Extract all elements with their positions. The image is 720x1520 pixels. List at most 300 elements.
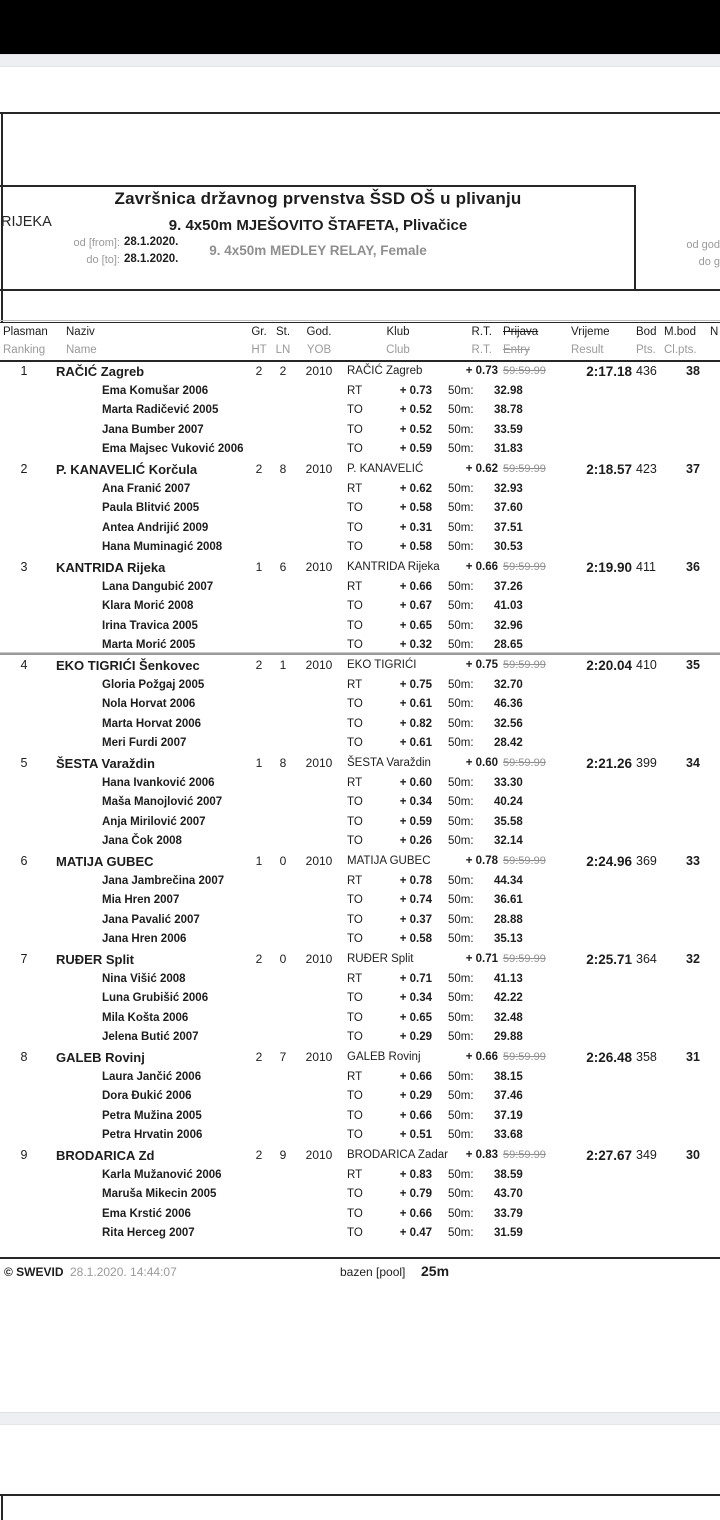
swimmer-name: Nina Višić 2008	[102, 972, 186, 985]
split-distance-label: 50m:	[448, 1129, 474, 1142]
pool-label: bazen [pool]	[340, 1265, 406, 1279]
club-name: RUĐER Split	[347, 953, 414, 965]
event-title-hr: 9. 4x50m MJEŠOVITO ŠTAFETA, Plivačice	[168, 217, 468, 234]
lane-value: 8	[279, 462, 287, 476]
split-time: 33.68	[494, 1129, 523, 1142]
lane-value: 6	[279, 560, 287, 574]
entry-time-struck: 59:59.99	[503, 757, 546, 769]
split-time: 37.60	[494, 502, 523, 515]
yob-value: 2010	[305, 756, 333, 770]
leg-type: TO	[347, 815, 363, 828]
leg-type: TO	[347, 600, 363, 613]
swimmer-reaction-time: + 0.34	[399, 796, 432, 809]
leg-type: TO	[347, 1031, 363, 1044]
swimmer-reaction-time: + 0.52	[399, 404, 432, 417]
result-time: 2:21.26	[586, 756, 632, 771]
lane-value: 1	[279, 658, 287, 672]
swimmer-reaction-time: + 0.58	[399, 502, 432, 515]
class-points-value: 34	[686, 756, 700, 770]
club-name: BRODARICA Zadar	[347, 1149, 448, 1161]
leg-type: TO	[347, 1109, 363, 1122]
col-header-gr: Gr.	[251, 326, 267, 338]
swimmer-row	[0, 774, 720, 794]
team-name: EKO TIGRIĆI Šenkovec	[56, 658, 200, 673]
split-distance-label: 50m:	[448, 717, 474, 730]
entry-time-struck: 59:59.99	[503, 953, 546, 965]
team-result-block	[0, 1146, 720, 1244]
club-name: KANTRIDA Rijeka	[347, 561, 440, 573]
swimmer-row	[0, 872, 720, 892]
swimmer-name: Lana Dangubić 2007	[102, 580, 214, 593]
heat-value: 1	[255, 854, 263, 868]
entry-time-struck: 59:59.99	[503, 463, 546, 475]
leg-type: TO	[347, 443, 363, 456]
venue-label: RIJEKA	[1, 214, 52, 230]
swimmer-reaction-time: + 0.65	[399, 1011, 432, 1024]
swimmer-reaction-time: + 0.83	[399, 1168, 432, 1181]
result-time: 2:24.96	[586, 854, 632, 869]
team-row	[0, 1048, 720, 1068]
swimmer-reaction-time: + 0.73	[399, 384, 432, 397]
class-points-value: 38	[686, 364, 700, 378]
swimmer-name: Gloria Požgaj 2005	[102, 678, 205, 691]
team-result-block	[0, 950, 720, 1048]
leg-type: TO	[347, 1188, 363, 1201]
swimmer-name: Mia Hren 2007	[102, 894, 180, 907]
lane-value: 8	[279, 756, 287, 770]
split-distance-label: 50m:	[448, 1011, 474, 1024]
heat-value: 2	[255, 658, 263, 672]
swimmer-row	[0, 1166, 720, 1186]
col-header-naziv: Naziv	[66, 326, 95, 338]
leg-type: RT	[347, 384, 363, 397]
split-time: 36.61	[494, 894, 523, 907]
leg-type: TO	[347, 835, 363, 848]
swimmer-reaction-time: + 0.37	[399, 913, 432, 926]
swimmer-reaction-time: + 0.31	[399, 521, 432, 534]
title-box-top-line	[0, 185, 636, 187]
reaction-time: + 0.75	[465, 659, 498, 671]
heat-value: 2	[255, 1148, 263, 1162]
split-time: 43.70	[494, 1188, 523, 1201]
swimmer-row	[0, 970, 720, 990]
split-time: 32.48	[494, 1011, 523, 1024]
swimmer-reaction-time: + 0.62	[399, 482, 432, 495]
swimmer-row	[0, 480, 720, 500]
leg-type: RT	[347, 776, 363, 789]
swimmer-reaction-time: + 0.82	[399, 717, 432, 730]
split-time: 38.59	[494, 1168, 523, 1181]
points-value: 411	[636, 560, 656, 574]
col-header-pts: Pts.	[636, 344, 656, 356]
class-points-value: 35	[686, 658, 700, 672]
split-distance-label: 50m:	[448, 874, 474, 887]
team-name: RUĐER Split	[56, 952, 134, 967]
swimmer-name: Ema Krstić 2006	[102, 1207, 191, 1220]
yob-value: 2010	[305, 1148, 333, 1162]
swimmer-name: Jana Bumber 2007	[102, 423, 204, 436]
col-header-st: St.	[275, 326, 291, 338]
team-name: P. KANAVELIĆ Korčula	[56, 462, 198, 477]
date-to-label: do [to]:	[86, 254, 120, 266]
reaction-time: + 0.83	[465, 1149, 498, 1161]
swimmer-reaction-time: + 0.66	[399, 1070, 432, 1083]
swimmer-row	[0, 930, 720, 950]
col-header-result: Result	[571, 344, 604, 356]
rank-value: 4	[20, 658, 28, 672]
points-value: 349	[636, 1148, 657, 1162]
lane-value: 7	[279, 1050, 287, 1064]
entry-time-struck: 59:59.99	[503, 659, 546, 671]
leg-type: RT	[347, 678, 363, 691]
reaction-time: + 0.71	[465, 953, 498, 965]
split-distance-label: 50m:	[448, 1188, 474, 1201]
pool-length-value: 25m	[421, 1263, 450, 1279]
report-timestamp: 28.1.2020. 14:44:07	[70, 1265, 177, 1279]
swimmer-row	[0, 695, 720, 715]
col-header-vrijeme: Vrijeme	[571, 326, 610, 338]
split-distance-label: 50m:	[448, 1168, 474, 1181]
swimmer-name: Petra Mužina 2005	[102, 1109, 202, 1122]
swimmer-row	[0, 891, 720, 911]
split-time: 37.46	[494, 1090, 523, 1103]
swimmer-reaction-time: + 0.58	[399, 541, 432, 554]
class-points-value: 31	[686, 1050, 700, 1064]
swimmer-name: Dora Đukić 2006	[102, 1090, 192, 1103]
leg-type: TO	[347, 933, 363, 946]
leg-type: RT	[347, 874, 363, 887]
swimmer-row	[0, 519, 720, 539]
leg-type: TO	[347, 698, 363, 711]
team-row	[0, 852, 720, 872]
split-time: 32.93	[494, 482, 523, 495]
team-result-block	[0, 558, 720, 656]
swimmer-row	[0, 734, 720, 754]
leg-type: RT	[347, 482, 363, 495]
col-header-rt-hr: R.T.	[471, 326, 492, 338]
team-result-block	[0, 1048, 720, 1146]
split-distance-label: 50m:	[448, 423, 474, 436]
leg-type: TO	[347, 894, 363, 907]
split-time: 30.53	[494, 541, 523, 554]
swimmer-row	[0, 1068, 720, 1088]
split-distance-label: 50m:	[448, 933, 474, 946]
team-name: MATIJA GUBEC	[56, 854, 154, 869]
team-result-block	[0, 754, 720, 852]
page-gap-top	[0, 54, 720, 67]
swimmer-name: Jana Pavalić 2007	[102, 913, 200, 926]
split-time: 29.88	[494, 1031, 523, 1044]
date-to-value: 28.1.2020.	[124, 253, 179, 265]
swimmer-reaction-time: + 0.60	[399, 776, 432, 789]
swimmer-reaction-time: + 0.52	[399, 423, 432, 436]
split-distance-label: 50m:	[448, 992, 474, 1005]
right-cropped-label-2: do g	[698, 256, 720, 268]
footer-line	[0, 1257, 720, 1259]
swimmer-reaction-time: + 0.75	[399, 678, 432, 691]
lane-value: 9	[279, 1148, 287, 1162]
swimmer-row	[0, 440, 720, 460]
rank-value: 6	[20, 854, 28, 868]
team-row	[0, 656, 720, 676]
col-header-rt-en: R.T.	[471, 344, 492, 356]
class-points-value: 32	[686, 952, 700, 966]
split-distance-label: 50m:	[448, 698, 474, 711]
leg-type: TO	[347, 1011, 363, 1024]
leg-type: TO	[347, 639, 363, 652]
yob-value: 2010	[305, 658, 333, 672]
swimmer-reaction-time: + 0.32	[399, 639, 432, 652]
leg-type: TO	[347, 502, 363, 515]
split-distance-label: 50m:	[448, 1070, 474, 1083]
rank-value: 5	[20, 756, 28, 770]
split-time: 32.70	[494, 678, 523, 691]
leg-type: TO	[347, 737, 363, 750]
col-header-ln: LN	[275, 344, 291, 356]
leg-type: TO	[347, 796, 363, 809]
swimmer-row	[0, 1126, 720, 1146]
team-result-block	[0, 362, 720, 460]
split-time: 46.36	[494, 698, 523, 711]
swimmer-reaction-time: + 0.34	[399, 992, 432, 1005]
heat-value: 1	[255, 756, 263, 770]
swimmer-reaction-time: + 0.61	[399, 698, 432, 711]
team-result-block	[0, 656, 720, 754]
swimmer-reaction-time: + 0.47	[399, 1227, 432, 1240]
team-name: BRODARICA Zd	[56, 1148, 155, 1163]
club-name: MATIJA GUBEC	[347, 855, 431, 867]
split-time: 40.24	[494, 796, 523, 809]
swimmer-row	[0, 1107, 720, 1127]
swimmer-row	[0, 911, 720, 931]
outer-box-top-line	[0, 112, 720, 114]
split-distance-label: 50m:	[448, 1090, 474, 1103]
leg-type: TO	[347, 717, 363, 730]
leg-type: TO	[347, 1129, 363, 1142]
col-header-clpts: Cl.pts.	[664, 344, 697, 356]
split-distance-label: 50m:	[448, 600, 474, 613]
split-distance-label: 50m:	[448, 972, 474, 985]
result-time: 2:27.67	[586, 1148, 632, 1163]
split-time: 32.96	[494, 619, 523, 632]
split-distance-label: 50m:	[448, 894, 474, 907]
swimmer-reaction-time: + 0.51	[399, 1129, 432, 1142]
leg-type: RT	[347, 972, 363, 985]
split-time: 28.65	[494, 639, 523, 652]
rank-value: 9	[20, 1148, 28, 1162]
col-header-prijava: Prijava	[503, 326, 539, 338]
swimmer-row	[0, 1087, 720, 1107]
split-time: 37.51	[494, 521, 523, 534]
next-page-top-line	[0, 1494, 720, 1496]
result-time: 2:26.48	[586, 1050, 632, 1065]
swimmer-name: Paula Blitvić 2005	[102, 502, 200, 515]
swimmer-name: Antea Andrijić 2009	[102, 521, 209, 534]
split-distance-label: 50m:	[448, 737, 474, 750]
swimmer-row	[0, 578, 720, 598]
split-distance-label: 50m:	[448, 619, 474, 632]
club-name: GALEB Rovinj	[347, 1051, 421, 1063]
col-header-ht: HT	[251, 344, 267, 356]
swimmer-row	[0, 989, 720, 1009]
split-time: 33.30	[494, 776, 523, 789]
swimmer-reaction-time: + 0.59	[399, 443, 432, 456]
swimmer-row	[0, 636, 720, 656]
col-header-god: God.	[306, 326, 332, 338]
team-result-block	[0, 460, 720, 558]
yob-value: 2010	[305, 1050, 333, 1064]
swimmer-name: Hana Muminagić 2008	[102, 541, 223, 554]
leg-type: TO	[347, 423, 363, 436]
split-time: 32.98	[494, 384, 523, 397]
swimmer-name: Jana Čok 2008	[102, 835, 182, 848]
yob-value: 2010	[305, 364, 333, 378]
team-name: KANTRIDA Rijeka	[56, 560, 166, 575]
result-time: 2:17.18	[586, 364, 632, 379]
yob-value: 2010	[305, 462, 333, 476]
split-time: 31.83	[494, 443, 523, 456]
team-row	[0, 362, 720, 382]
leg-type: TO	[347, 913, 363, 926]
split-time: 33.79	[494, 1207, 523, 1220]
swimmer-reaction-time: + 0.59	[399, 815, 432, 828]
swimmer-name: Rita Herceg 2007	[102, 1227, 195, 1240]
leg-type: RT	[347, 580, 363, 593]
rank-value: 1	[20, 364, 28, 378]
swimmer-name: Karla Mužanović 2006	[102, 1168, 222, 1181]
swimmer-name: Luna Grubišić 2006	[102, 992, 209, 1005]
swimmer-row	[0, 793, 720, 813]
team-row	[0, 754, 720, 774]
split-distance-label: 50m:	[448, 443, 474, 456]
split-distance-label: 50m:	[448, 580, 474, 593]
team-result-block	[0, 852, 720, 950]
heat-value: 2	[255, 1050, 263, 1064]
split-time: 44.34	[494, 874, 523, 887]
swimmer-reaction-time: + 0.78	[399, 874, 432, 887]
team-name: ŠESTA Varaždin	[56, 756, 155, 771]
swimmer-row	[0, 382, 720, 402]
swimmer-reaction-time: + 0.79	[399, 1188, 432, 1201]
split-distance-label: 50m:	[448, 1207, 474, 1220]
club-name: EKO TIGRIĆI	[347, 659, 417, 671]
split-distance-label: 50m:	[448, 1109, 474, 1122]
col-header-plasman: Plasman	[3, 326, 48, 338]
col-header-n-cropped: N	[710, 326, 719, 338]
swimmer-name: Maša Manojlović 2007	[102, 796, 223, 809]
swimmer-row	[0, 401, 720, 421]
split-time: 42.22	[494, 992, 523, 1005]
reaction-time: + 0.78	[465, 855, 498, 867]
split-time: 41.13	[494, 972, 523, 985]
leg-type: TO	[347, 1207, 363, 1220]
entry-time-struck: 59:59.99	[503, 365, 546, 377]
document-title: Završnica državnog prvenstva ŠSD OŠ u plivanju	[114, 189, 522, 208]
swimmer-row	[0, 715, 720, 735]
swimmer-row	[0, 538, 720, 558]
swimmer-name: Jana Jambrečina 2007	[102, 874, 225, 887]
split-time: 38.15	[494, 1070, 523, 1083]
reaction-time: + 0.73	[465, 365, 498, 377]
leg-type: TO	[347, 1227, 363, 1240]
team-row	[0, 1146, 720, 1166]
team-name: GALEB Rovinj	[56, 1050, 145, 1065]
split-distance-label: 50m:	[448, 678, 474, 691]
entry-time-struck: 59:59.99	[503, 1149, 546, 1161]
split-time: 38.78	[494, 404, 523, 417]
split-distance-label: 50m:	[448, 1227, 474, 1240]
leg-type: TO	[347, 992, 363, 1005]
entry-time-struck: 59:59.99	[503, 855, 546, 867]
points-value: 410	[636, 658, 657, 672]
swimmer-reaction-time: + 0.66	[399, 580, 432, 593]
lane-value: 0	[279, 952, 287, 966]
swimmer-reaction-time: + 0.61	[399, 737, 432, 750]
top-black-bar	[0, 0, 720, 54]
points-value: 364	[636, 952, 657, 966]
split-time: 28.42	[494, 737, 523, 750]
copyright-label: © SWEVID	[4, 1265, 64, 1279]
yob-value: 2010	[305, 952, 333, 966]
class-points-value: 33	[686, 854, 700, 868]
swimmer-name: Meri Furdi 2007	[102, 737, 187, 750]
swimmer-name: Marta Morić 2005	[102, 639, 196, 652]
split-distance-label: 50m:	[448, 541, 474, 554]
heat-value: 1	[255, 560, 263, 574]
swimmer-row	[0, 617, 720, 637]
rank-value: 2	[20, 462, 28, 476]
class-points-value: 30	[686, 1148, 700, 1162]
swimmer-reaction-time: + 0.71	[399, 972, 432, 985]
swimmer-name: Nola Horvat 2006	[102, 698, 196, 711]
split-distance-label: 50m:	[448, 835, 474, 848]
date-from-value: 28.1.2020.	[124, 236, 179, 248]
lane-value: 0	[279, 854, 287, 868]
swimmer-row	[0, 832, 720, 852]
swimmer-name: Laura Jančić 2006	[102, 1070, 202, 1083]
swimmer-name: Jana Hren 2006	[102, 933, 187, 946]
swimmer-name: Mila Košta 2006	[102, 1011, 189, 1024]
split-distance-label: 50m:	[448, 796, 474, 809]
col-header-ranking: Ranking	[3, 344, 46, 356]
swimmer-name: Maruša Mikecin 2005	[102, 1188, 217, 1201]
split-distance-label: 50m:	[448, 776, 474, 789]
page-gap-bottom	[0, 1412, 720, 1425]
leg-type: TO	[347, 521, 363, 534]
split-time: 32.14	[494, 835, 523, 848]
col-header-klub: Klub	[386, 326, 410, 338]
swimmer-reaction-time: + 0.26	[399, 835, 432, 848]
swimmer-name: Klara Morić 2008	[102, 600, 194, 613]
heat-value: 2	[255, 952, 263, 966]
leg-type: TO	[347, 619, 363, 632]
leg-type: TO	[347, 541, 363, 554]
split-distance-label: 50m:	[448, 482, 474, 495]
split-time: 33.59	[494, 423, 523, 436]
team-row	[0, 460, 720, 480]
swimmer-row	[0, 1205, 720, 1225]
split-time: 28.88	[494, 913, 523, 926]
next-page-left-line	[1, 1496, 3, 1520]
split-distance-label: 50m:	[448, 521, 474, 534]
leg-type: TO	[347, 1090, 363, 1103]
col-header-entry: Entry	[503, 344, 530, 356]
class-points-value: 36	[686, 560, 700, 574]
reaction-time: + 0.66	[465, 1051, 498, 1063]
swimmer-name: Petra Hrvatin 2006	[102, 1129, 203, 1142]
swimmer-name: Hana Ivanković 2006	[102, 776, 215, 789]
points-value: 436	[636, 364, 657, 378]
